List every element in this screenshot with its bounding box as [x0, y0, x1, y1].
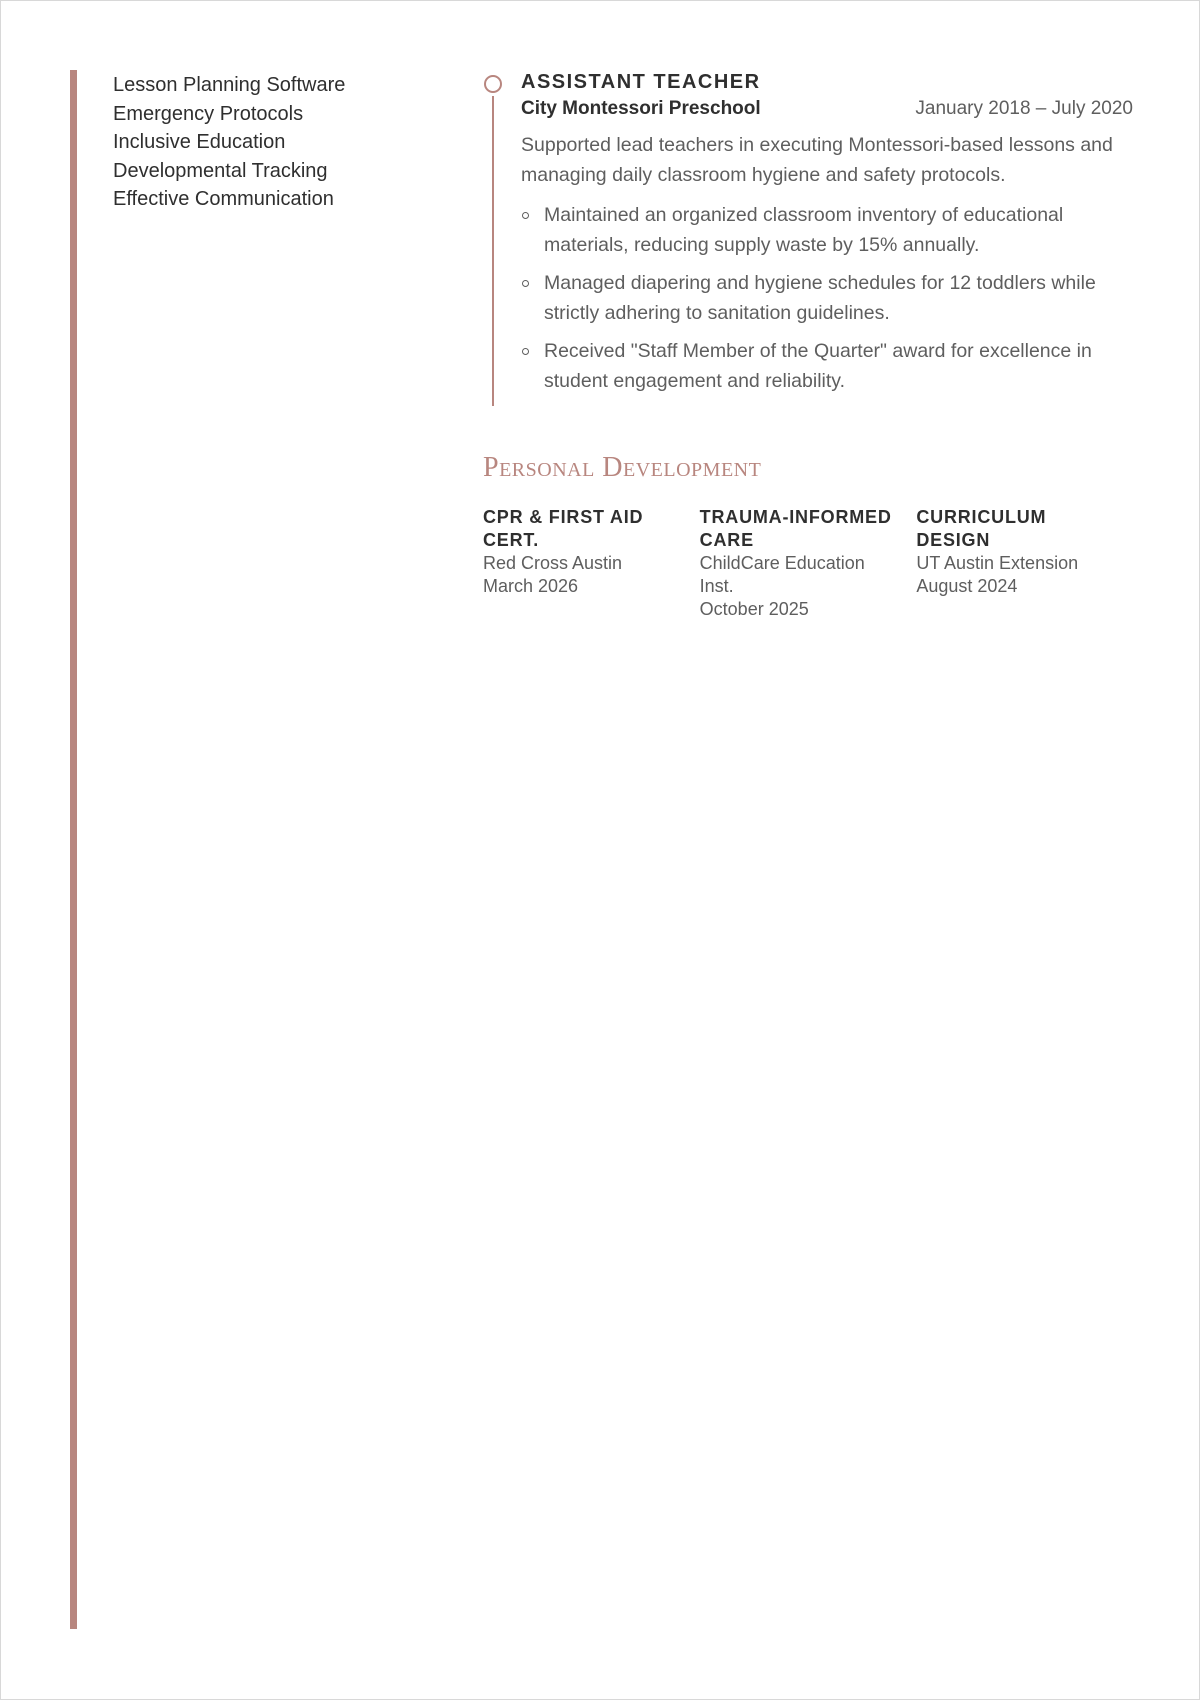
certification-issuer: ChildCare Education Inst.: [699, 553, 865, 596]
timeline-dot-icon: [484, 75, 502, 93]
job-dates: January 2018 – July 2020: [915, 98, 1133, 119]
job-summary: Supported lead teachers in executing Montessori-based lessons and managing daily classroom hygiene and safety protocols.: [521, 134, 1113, 186]
skill-item: Effective Communication: [113, 188, 334, 210]
job-title: ASSISTANT TEACHER: [521, 71, 761, 93]
certification-date: March 2026: [483, 576, 579, 596]
job-company-row: [521, 95, 1133, 123]
skill-item: Inclusive Education: [113, 131, 286, 153]
certification-title: TRAUMA-INFORMED CARE: [699, 507, 892, 550]
timeline-line: [492, 96, 494, 406]
skill-item: Lesson Planning Software: [113, 74, 346, 96]
bullet-circle-icon: [522, 212, 529, 219]
certification-issuer: Red Cross Austin: [483, 553, 623, 573]
certification-item: [916, 506, 1133, 621]
skill-item: Emergency Protocols: [113, 102, 304, 125]
experience-entry: [483, 69, 1133, 406]
certification-date: October 2025: [699, 599, 809, 619]
bullet-text: Managed diapering and hygiene schedules for 12 toddlers while strictly adhering to sanitation guidelines.: [544, 272, 1096, 324]
job-bullets: [521, 200, 1133, 396]
company-name: City Montessori Preschool: [521, 98, 761, 119]
left-accent-bar: [70, 70, 77, 1629]
bullet-text: Received "Staff Member of the Quarter" award for excellence in student engagement and reliability.: [544, 340, 1092, 392]
certification-title: CURRICULUM DESIGN: [916, 507, 1047, 550]
certification-date: August 2024: [916, 576, 1018, 596]
bullet-circle-icon: [522, 280, 529, 287]
skill-item: Developmental Tracking: [113, 159, 328, 182]
section-heading-personal-development: Personal Development: [483, 452, 762, 483]
skills-sidebar: [113, 71, 443, 214]
bullet-circle-icon: [522, 348, 529, 355]
certification-item: [483, 506, 700, 621]
job-bullet: [521, 268, 1133, 328]
job-bullet: [521, 336, 1133, 396]
certifications-grid: [483, 506, 1133, 621]
certification-item: [700, 506, 917, 621]
job-bullet: [521, 200, 1133, 260]
certification-title: CPR & FIRST AID CERT.: [483, 507, 644, 550]
bullet-text: Maintained an organized classroom inventory of educational materials, reducing supply waste by 15% annually.: [544, 204, 1064, 256]
certification-issuer: UT Austin Extension: [916, 553, 1079, 573]
main-column: [483, 69, 1133, 621]
